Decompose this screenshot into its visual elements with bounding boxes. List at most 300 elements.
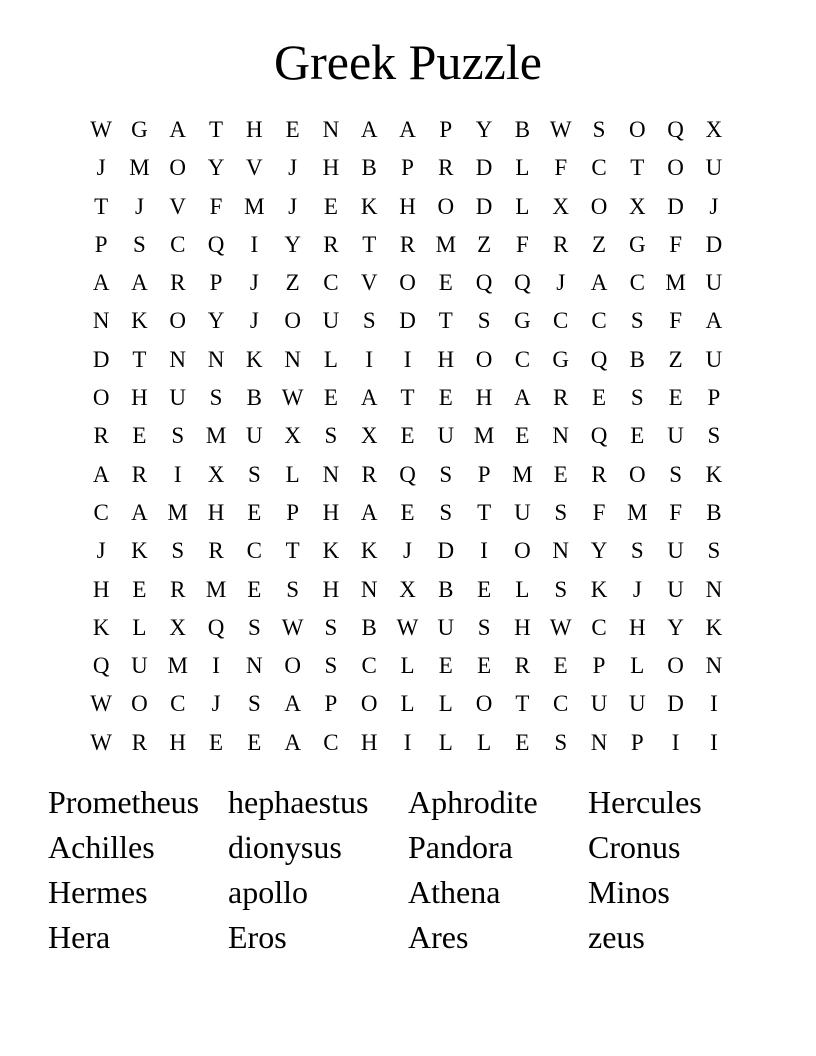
grid-row: [82, 456, 733, 494]
grid-letter: R: [361, 461, 377, 487]
grid-letter: B: [361, 155, 377, 181]
grid-letter: J: [96, 155, 106, 181]
grid-letter: Q: [590, 346, 608, 372]
grid-letter: W: [549, 614, 572, 640]
grid-letter: A: [284, 729, 301, 755]
grid-letter: L: [515, 193, 530, 219]
word-list-item: Hercules: [588, 784, 702, 820]
grid-letter: T: [209, 117, 224, 142]
grid-letter: S: [247, 461, 261, 487]
grid-letter: O: [284, 653, 301, 679]
grid-letter: S: [707, 423, 721, 449]
grid-letter: T: [132, 346, 147, 372]
grid-letter: S: [247, 691, 261, 717]
grid-letter: Y: [667, 614, 684, 640]
grid-letter: S: [439, 461, 453, 487]
grid-letter: B: [361, 614, 377, 640]
grid-letter: L: [132, 614, 147, 640]
grid-letter: T: [515, 691, 530, 717]
grid-letter: H: [246, 117, 263, 142]
grid-letter: D: [475, 155, 493, 181]
grid-letter: C: [629, 270, 645, 296]
grid-letter: R: [553, 385, 569, 411]
grid-letter: L: [477, 729, 492, 755]
grid-letter: U: [705, 346, 723, 372]
grid-letter: P: [401, 155, 414, 181]
grid-letter: S: [592, 117, 606, 142]
grid-letter: X: [284, 423, 301, 449]
grid-letter: E: [515, 729, 530, 755]
grid-letter: R: [93, 423, 109, 449]
grid-letter: X: [207, 461, 225, 487]
grid-letter: K: [705, 461, 723, 487]
grid-letter: J: [211, 691, 221, 717]
grid-letter: I: [365, 346, 374, 372]
grid-row: [82, 341, 733, 379]
grid-letter: D: [475, 193, 493, 219]
grid-letter: D: [437, 538, 455, 564]
grid-letter: N: [590, 729, 608, 755]
grid-letter: S: [324, 614, 338, 640]
grid-letter: I: [173, 461, 182, 487]
grid-letter: D: [667, 193, 684, 219]
grid-letter: D: [667, 691, 684, 717]
grid-letter: I: [212, 653, 220, 679]
grid-letter: Q: [667, 117, 684, 142]
grid-letter: A: [169, 117, 187, 142]
grid-letter: O: [475, 691, 493, 717]
grid-letter: H: [399, 193, 416, 219]
grid-letter: R: [131, 729, 148, 755]
grid-letter: C: [246, 538, 262, 564]
grid-letter: K: [131, 308, 148, 334]
grid-row: [82, 417, 733, 455]
word-list-item: Hermes: [48, 874, 148, 910]
grid-letter: A: [705, 308, 723, 334]
grid-letter: E: [323, 385, 338, 411]
grid-letter: S: [554, 499, 568, 525]
grid-letter: R: [208, 538, 224, 564]
word-list-item: dionysus: [228, 829, 342, 865]
grid-letter: K: [92, 614, 110, 640]
grid-letter: U: [667, 423, 684, 449]
grid-letter: I: [403, 729, 412, 755]
grid-letter: N: [360, 576, 378, 602]
grid-letter: H: [437, 346, 455, 372]
grid-letter: Z: [285, 270, 300, 296]
grid-letter: E: [209, 729, 224, 755]
grid-letter: U: [590, 691, 608, 717]
word-list-item: Ares: [408, 919, 469, 955]
grid-letter: L: [400, 691, 415, 717]
grid-letter: E: [477, 653, 492, 679]
grid-letter: E: [285, 117, 300, 142]
grid-row: [82, 264, 733, 302]
grid-letter: C: [170, 231, 186, 257]
grid-letter: O: [628, 117, 646, 142]
grid-letter: I: [480, 538, 488, 564]
word-list-item: Aphrodite: [408, 784, 538, 820]
grid-letter: E: [438, 270, 453, 296]
grid-letter: S: [171, 538, 185, 564]
grid-letter: A: [590, 270, 608, 296]
grid-letter: S: [477, 614, 491, 640]
grid-letter: K: [360, 193, 378, 219]
grid-letter: A: [360, 499, 378, 525]
grid-letter: H: [207, 499, 225, 525]
grid-letter: E: [591, 385, 607, 411]
grid-letter: F: [669, 231, 682, 257]
grid-letter: U: [246, 423, 263, 449]
grid-letter: X: [705, 117, 723, 142]
grid-letter: L: [400, 653, 415, 679]
grid-letter: J: [288, 193, 298, 219]
grid-letter: N: [246, 653, 263, 679]
grid-letter: X: [169, 614, 187, 640]
grid-letter: U: [705, 155, 723, 181]
grid-letter: S: [324, 423, 338, 449]
grid-letter: E: [400, 423, 415, 449]
grid-letter: C: [591, 614, 607, 640]
grid-letter: U: [169, 385, 187, 411]
grid-row: [82, 188, 733, 226]
grid-letter: M: [205, 423, 227, 449]
grid-letter: N: [169, 346, 187, 372]
grid-letter: S: [554, 576, 568, 602]
word-list-item: zeus: [588, 919, 645, 955]
grid-letter: J: [632, 576, 642, 602]
grid-letter: T: [362, 231, 377, 257]
grid-letter: H: [322, 499, 340, 525]
grid-letter: E: [553, 653, 568, 679]
grid-letter: S: [133, 231, 146, 257]
grid-letter: C: [323, 729, 339, 755]
grid-letter: D: [705, 231, 723, 257]
grid-letter: E: [438, 653, 453, 679]
grid-letter: P: [94, 231, 108, 257]
grid-letter: G: [552, 346, 570, 372]
grid-letter: K: [322, 538, 340, 564]
grid-letter: T: [400, 385, 415, 411]
grid-letter: P: [439, 117, 453, 142]
letter-grid: [82, 111, 733, 761]
grid-letter: S: [477, 308, 491, 334]
grid-letter: I: [671, 729, 680, 755]
grid-letter: A: [360, 117, 378, 142]
grid-letter: A: [360, 385, 378, 411]
grid-letter: L: [285, 461, 300, 487]
grid-letter: N: [705, 576, 723, 602]
grid-letter: J: [288, 155, 298, 181]
grid-letter: M: [473, 423, 495, 449]
grid-letter: E: [553, 461, 568, 487]
grid-letter: C: [591, 308, 607, 334]
grid-letter: K: [590, 576, 608, 602]
grid-letter: T: [438, 308, 453, 334]
grid-letter: B: [514, 117, 531, 142]
grid-letter: K: [246, 346, 263, 372]
word-list-item: Hera: [48, 919, 111, 955]
grid-letter: H: [475, 385, 493, 411]
grid-letter: Y: [207, 308, 225, 334]
grid-letter: F: [592, 499, 606, 525]
grid-letter: I: [710, 729, 718, 755]
grid-letter: R: [438, 155, 454, 181]
grid-letter: E: [247, 499, 262, 525]
grid-letter: V: [169, 193, 187, 219]
grid-row: [82, 532, 733, 570]
grid-letter: N: [322, 461, 340, 487]
grid-letter: U: [322, 308, 340, 334]
grid-letter: O: [514, 538, 531, 564]
grid-letter: F: [554, 155, 568, 181]
grid-letter: J: [249, 270, 259, 296]
grid-letter: Y: [284, 231, 301, 257]
grid-letter: L: [515, 576, 530, 602]
grid-letter: Q: [475, 270, 493, 296]
word-list-item: apollo: [228, 874, 308, 910]
grid-letter: R: [399, 231, 416, 257]
grid-letter: O: [131, 691, 148, 717]
grid-letter: A: [92, 270, 110, 296]
grid-letter: S: [630, 308, 644, 334]
grid-letter: Q: [207, 231, 225, 257]
grid-letter: M: [167, 653, 188, 679]
grid-letter: U: [705, 270, 723, 296]
grid-letter: W: [549, 117, 572, 142]
grid-letter: E: [400, 499, 415, 525]
grid-letter: O: [628, 461, 646, 487]
grid-letter: S: [362, 308, 376, 334]
grid-letter: L: [515, 155, 530, 181]
grid-letter: X: [552, 193, 570, 219]
grid-letter: R: [553, 231, 569, 257]
grid-letter: A: [131, 270, 148, 296]
grid-letter: I: [403, 346, 412, 372]
grid-letter: Q: [590, 423, 608, 449]
grid-letter: W: [90, 691, 112, 717]
word-list-item: Cronus: [588, 829, 681, 865]
grid-letter: R: [514, 653, 531, 679]
grid-letter: F: [209, 193, 223, 219]
grid-letter: C: [553, 691, 569, 717]
grid-letter: N: [552, 538, 570, 564]
grid-letter: W: [281, 614, 304, 640]
grid-letter: A: [131, 499, 148, 525]
grid-letter: N: [284, 346, 301, 372]
grid-letter: E: [515, 423, 530, 449]
grid-letter: R: [131, 461, 148, 487]
grid-letter: B: [706, 499, 722, 525]
grid-letter: M: [512, 461, 533, 487]
grid-letter: A: [284, 691, 301, 717]
grid-letter: Y: [475, 117, 493, 142]
grid-letter: G: [628, 231, 646, 257]
grid-letter: S: [630, 538, 644, 564]
grid-letter: D: [92, 346, 110, 372]
grid-row: [82, 111, 733, 149]
grid-letter: O: [475, 346, 493, 372]
grid-letter: W: [281, 385, 304, 411]
grid-row: [82, 302, 733, 340]
grid-letter: N: [92, 308, 110, 334]
grid-letter: R: [323, 231, 339, 257]
grid-letter: N: [322, 117, 340, 142]
grid-letter: C: [553, 308, 569, 334]
grid-letter: S: [209, 385, 223, 411]
grid-letter: V: [360, 270, 378, 296]
grid-letter: B: [629, 346, 645, 372]
grid-letter: E: [132, 423, 147, 449]
grid-letter: O: [360, 691, 378, 717]
grid-letter: H: [92, 576, 110, 602]
grid-letter: P: [477, 461, 491, 487]
grid-letter: H: [628, 614, 646, 640]
grid-letter: A: [92, 461, 110, 487]
grid-letter: S: [554, 729, 568, 755]
grid-letter: W: [90, 729, 112, 755]
grid-letter: S: [247, 614, 261, 640]
grid-letter: T: [630, 155, 645, 181]
grid-letter: U: [131, 653, 148, 679]
grid-letter: Z: [477, 231, 492, 257]
grid-letter: J: [134, 193, 144, 219]
grid-letter: P: [707, 385, 721, 411]
grid-letter: Z: [591, 231, 607, 257]
grid-row: [82, 149, 733, 187]
grid-letter: F: [669, 308, 682, 334]
grid-letter: G: [131, 117, 148, 142]
grid-letter: U: [437, 614, 455, 640]
grid-letter: E: [323, 193, 338, 219]
grid-letter: R: [170, 576, 186, 602]
grid-row: [82, 685, 733, 723]
grid-letter: O: [590, 193, 608, 219]
grid-letter: E: [247, 729, 262, 755]
grid-letter: C: [591, 155, 607, 181]
grid-letter: C: [93, 499, 109, 525]
grid-letter: C: [514, 346, 531, 372]
grid-letter: E: [630, 423, 645, 449]
grid-letter: G: [514, 308, 531, 334]
grid-letter: P: [592, 653, 606, 679]
grid-row: [82, 226, 733, 264]
grid-letter: X: [360, 423, 378, 449]
grid-letter: M: [627, 499, 648, 525]
grid-letter: H: [131, 385, 148, 411]
grid-letter: W: [90, 117, 112, 142]
grid-letter: S: [669, 461, 682, 487]
grid-letter: D: [399, 308, 416, 334]
word-list-item: Prometheus: [48, 784, 200, 820]
grid-letter: B: [246, 385, 262, 411]
grid-letter: E: [668, 385, 683, 411]
grid-letter: J: [96, 538, 106, 564]
grid-letter: T: [285, 538, 300, 564]
grid-row: [82, 647, 733, 685]
grid-letter: Q: [92, 653, 110, 679]
word-list-item: Eros: [228, 919, 287, 955]
grid-letter: U: [628, 691, 646, 717]
grid-letter: H: [169, 729, 187, 755]
grid-letter: E: [477, 576, 492, 602]
grid-letter: T: [477, 499, 492, 525]
grid-letter: O: [437, 193, 455, 219]
word-list-item: hephaestus: [228, 784, 369, 820]
grid-letter: J: [556, 270, 566, 296]
grid-letter: A: [399, 117, 416, 142]
grid-letter: X: [399, 576, 416, 602]
word-list-item: Minos: [588, 874, 670, 910]
grid-letter: S: [439, 499, 453, 525]
word-list: [48, 780, 768, 960]
grid-letter: N: [705, 653, 723, 679]
grid-letter: Q: [399, 461, 416, 487]
grid-letter: F: [516, 231, 529, 257]
grid-row: [82, 494, 733, 532]
grid-letter: X: [628, 193, 646, 219]
grid-letter: N: [552, 423, 570, 449]
grid-letter: V: [246, 155, 263, 181]
grid-letter: L: [630, 653, 645, 679]
grid-letter: O: [667, 653, 684, 679]
grid-row: [82, 379, 733, 417]
grid-letter: H: [322, 576, 340, 602]
grid-letter: E: [132, 576, 147, 602]
grid-letter: N: [207, 346, 225, 372]
grid-letter: S: [707, 538, 721, 564]
grid-letter: O: [399, 270, 416, 296]
grid-letter: C: [361, 653, 377, 679]
grid-letter: S: [324, 653, 338, 679]
grid-letter: R: [170, 270, 186, 296]
grid-letter: Q: [207, 614, 225, 640]
grid-letter: L: [438, 729, 453, 755]
grid-letter: M: [435, 231, 457, 257]
word-list-item: Achilles: [48, 829, 155, 865]
grid-letter: O: [92, 385, 110, 411]
grid-letter: B: [438, 576, 454, 602]
grid-letter: U: [437, 423, 455, 449]
grid-letter: H: [514, 614, 531, 640]
grid-letter: P: [630, 729, 644, 755]
grid-letter: M: [665, 270, 686, 296]
grid-letter: K: [131, 538, 148, 564]
grid-letter: M: [244, 193, 265, 219]
grid-letter: A: [514, 385, 531, 411]
grid-letter: E: [438, 385, 453, 411]
grid-letter: K: [705, 614, 723, 640]
grid-letter: R: [591, 461, 607, 487]
grid-letter: I: [250, 231, 259, 257]
grid-letter: S: [630, 385, 644, 411]
grid-letter: U: [667, 576, 684, 602]
grid-letter: S: [286, 576, 300, 602]
grid-letter: P: [209, 270, 223, 296]
grid-letter: C: [170, 691, 186, 717]
grid-letter: H: [322, 155, 340, 181]
grid-letter: F: [669, 499, 682, 525]
grid-letter: M: [205, 576, 227, 602]
grid-letter: O: [169, 308, 187, 334]
grid-letter: T: [94, 193, 109, 219]
grid-row: [82, 724, 733, 762]
grid-letter: M: [129, 155, 150, 181]
grid-letter: Y: [207, 155, 225, 181]
grid-letter: C: [323, 270, 339, 296]
grid-letter: H: [360, 729, 378, 755]
grid-letter: J: [403, 538, 412, 564]
